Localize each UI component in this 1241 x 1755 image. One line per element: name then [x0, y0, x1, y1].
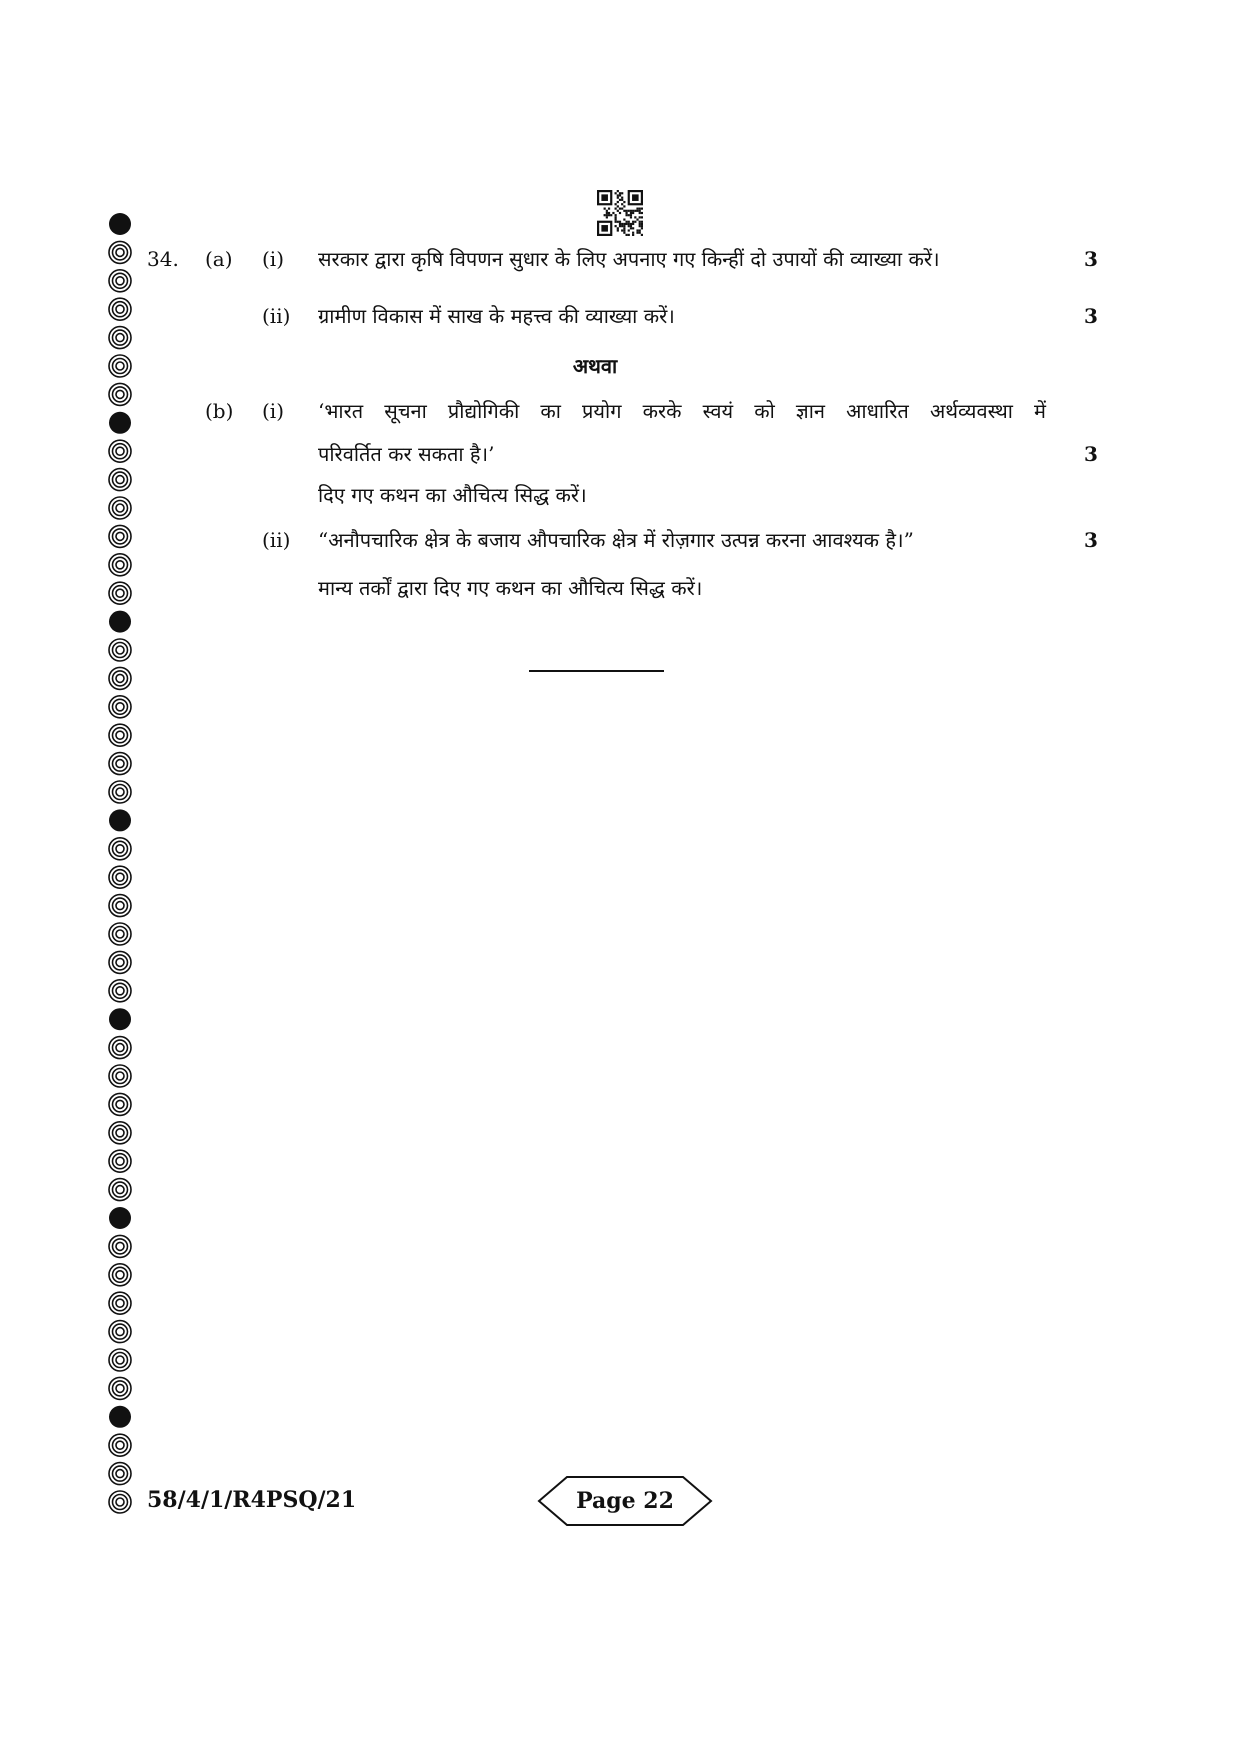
part-b-ii-label: (ii)	[262, 528, 291, 552]
question-number: 34.	[147, 247, 179, 271]
part-a-i-marks: 3	[1084, 247, 1098, 271]
part-b-i-label: (i)	[262, 399, 285, 423]
part-b-ii-line2: मान्य तर्कों द्वारा दिए गए कथन का औचित्य सिद्ध करें।	[318, 576, 703, 600]
end-rule	[529, 670, 664, 672]
part-a-ii-label: (ii)	[262, 304, 291, 328]
part-b-i-marks: 3	[1084, 442, 1098, 466]
part-b-i-line3: दिए गए कथन का औचित्य सिद्ध करें।	[318, 483, 587, 507]
paper-code: 58/4/1/R4PSQ/21	[147, 1487, 357, 1513]
part-b-ii-marks: 3	[1084, 528, 1098, 552]
part-b-label: (b)	[205, 399, 234, 423]
or-separator: अथवा	[572, 354, 618, 378]
part-a-ii-marks: 3	[1084, 304, 1098, 328]
part-b-ii-line1: “अनौपचारिक क्षेत्र के बजाय औपचारिक क्षेत्र में रोज़गार उत्पन्न करना आवश्यक है।”	[318, 528, 914, 552]
margin-circle-strip	[107, 212, 133, 1522]
part-b-i-line1: ‘भारत सूचना प्रौद्योगिकी का प्रयोग करके स्वयं को ज्ञान आधारित अर्थव्यवस्था में	[318, 399, 1046, 423]
part-a-i-label: (i)	[262, 247, 285, 271]
part-a-ii-text: ग्रामीण विकास में साख के महत्त्व की व्याख्या करें।	[318, 304, 675, 328]
part-a-i-text: सरकार द्वारा कृषि विपणन सुधार के लिए अपनाए गए किन्हीं दो उपायों की व्याख्या करें।	[318, 247, 940, 271]
part-b-i-line2: परिवर्तित कर सकता है।’	[318, 442, 495, 466]
qr-code-icon	[597, 190, 643, 236]
page-number: Page 22	[576, 1488, 674, 1514]
part-a-label: (a)	[205, 247, 233, 271]
